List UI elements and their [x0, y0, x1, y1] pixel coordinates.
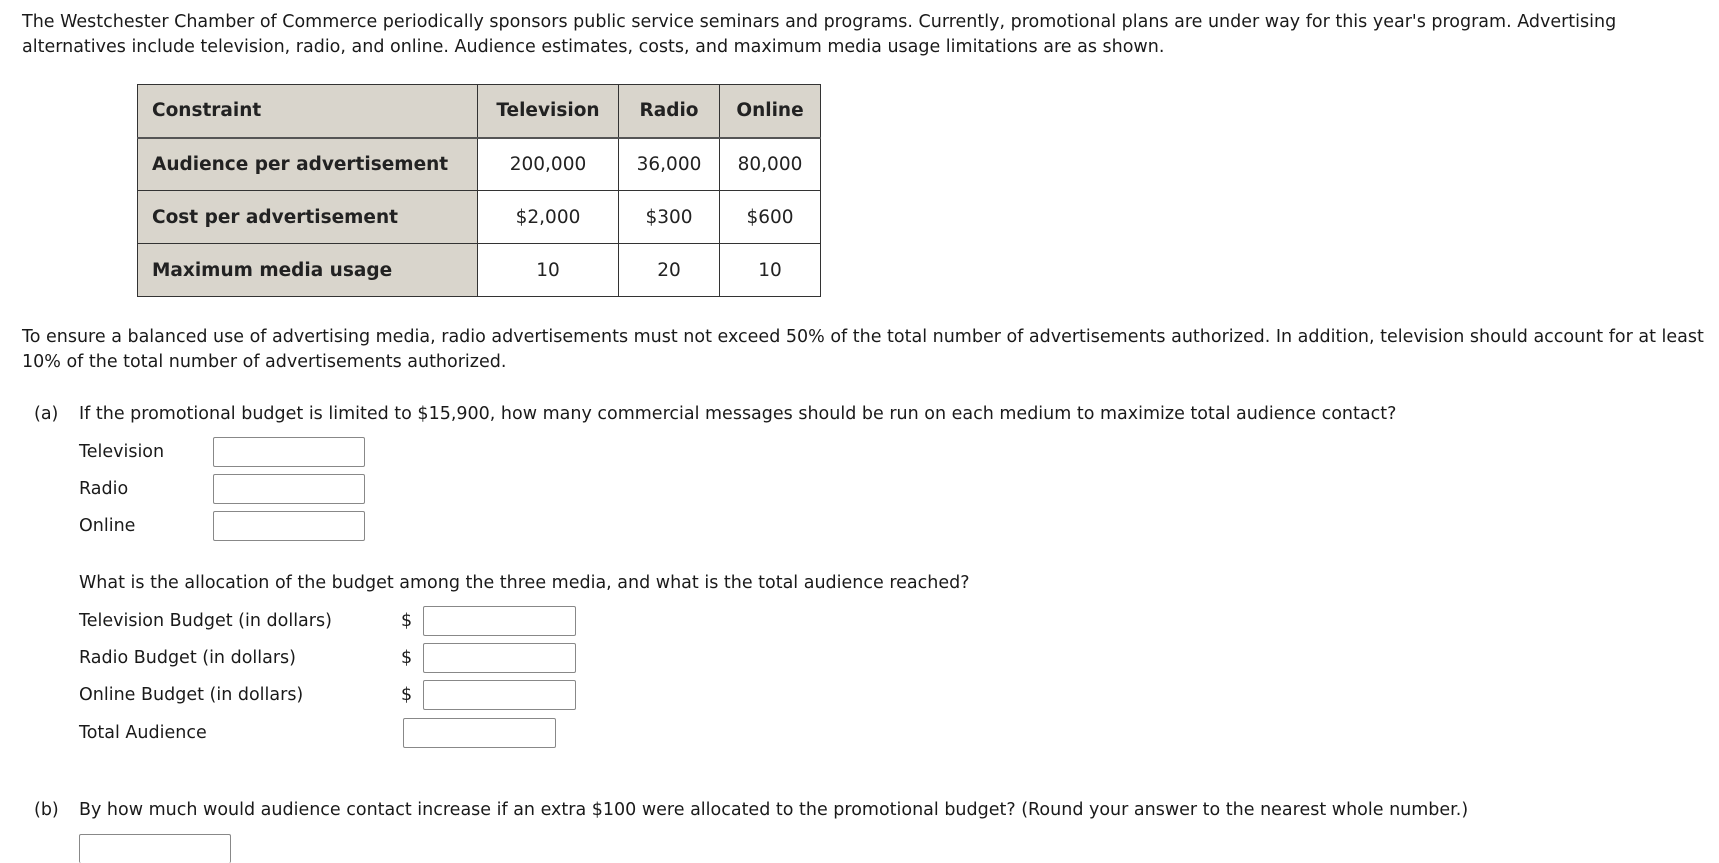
cell-television: $2,000: [478, 191, 619, 244]
balance-paragraph: To ensure a balanced use of advertising media, radio advertisements must not exceed 50% of the total number of advertisements authorized. In addition, television should account for at least 10% of the total number of advertisements authorized.: [22, 327, 1704, 372]
television-budget-label: Television Budget (in dollars): [79, 611, 332, 631]
part-a-label: (a): [34, 404, 59, 424]
part-a-question: If the promotional budget is limited to $15,900, how many commercial messages should be run on each medium to maximize total audience contact?: [79, 404, 1397, 424]
television-budget-input[interactable]: [423, 606, 576, 636]
row-label: Audience per advertisement: [138, 138, 478, 191]
table-row-cost: [138, 191, 821, 244]
online-budget-label: Online Budget (in dollars): [79, 685, 304, 705]
header-television: Television: [478, 85, 619, 138]
allocation-question: What is the allocation of the budget among the three media, and what is the total audience reached?: [79, 573, 970, 593]
television-count-input[interactable]: [213, 437, 365, 467]
total-audience-input[interactable]: [403, 718, 556, 748]
dollar-sign: $: [401, 685, 413, 705]
table-header-row: [138, 85, 821, 138]
cell-radio: 20: [619, 244, 720, 297]
row-label: Cost per advertisement: [138, 191, 478, 244]
cell-online: $600: [720, 191, 821, 244]
table-row-audience: [138, 138, 821, 191]
online-label: Online: [79, 516, 136, 536]
row-label: Maximum media usage: [138, 244, 478, 297]
total-audience-label: Total Audience: [79, 723, 207, 743]
cell-online: 10: [720, 244, 821, 297]
cell-radio: $300: [619, 191, 720, 244]
dollar-sign: $: [401, 648, 413, 668]
header-online: Online: [720, 85, 821, 138]
online-count-input[interactable]: [213, 511, 365, 541]
dollar-sign: $: [401, 611, 413, 631]
table-row-max-usage: [138, 244, 821, 297]
online-budget-input[interactable]: [423, 680, 576, 710]
header-radio: Radio: [619, 85, 720, 138]
television-label: Television: [79, 442, 165, 462]
cell-television: 10: [478, 244, 619, 297]
radio-budget-input[interactable]: [423, 643, 576, 673]
cell-television: 200,000: [478, 138, 619, 191]
radio-count-input[interactable]: [213, 474, 365, 504]
radio-label: Radio: [79, 479, 129, 499]
radio-budget-label: Radio Budget (in dollars): [79, 648, 296, 668]
header-constraint: Constraint: [138, 85, 478, 138]
intro-paragraph: The Westchester Chamber of Commerce periodically sponsors public service seminars and programs. Currently, promotional plans are under way for this year's program. Advertising alternatives include television, radio, and online. Audience estimates, costs, and maximum media usage limitations are as shown.: [22, 12, 1617, 57]
part-b-label: (b): [34, 800, 59, 820]
audience-increase-input[interactable]: [79, 834, 231, 863]
part-b-question: By how much would audience contact increase if an extra $100 were allocated to the promotional budget? (Round your answer to the nearest whole number.): [79, 800, 1469, 820]
cell-radio: 36,000: [619, 138, 720, 191]
cell-online: 80,000: [720, 138, 821, 191]
media-table: [137, 84, 821, 297]
